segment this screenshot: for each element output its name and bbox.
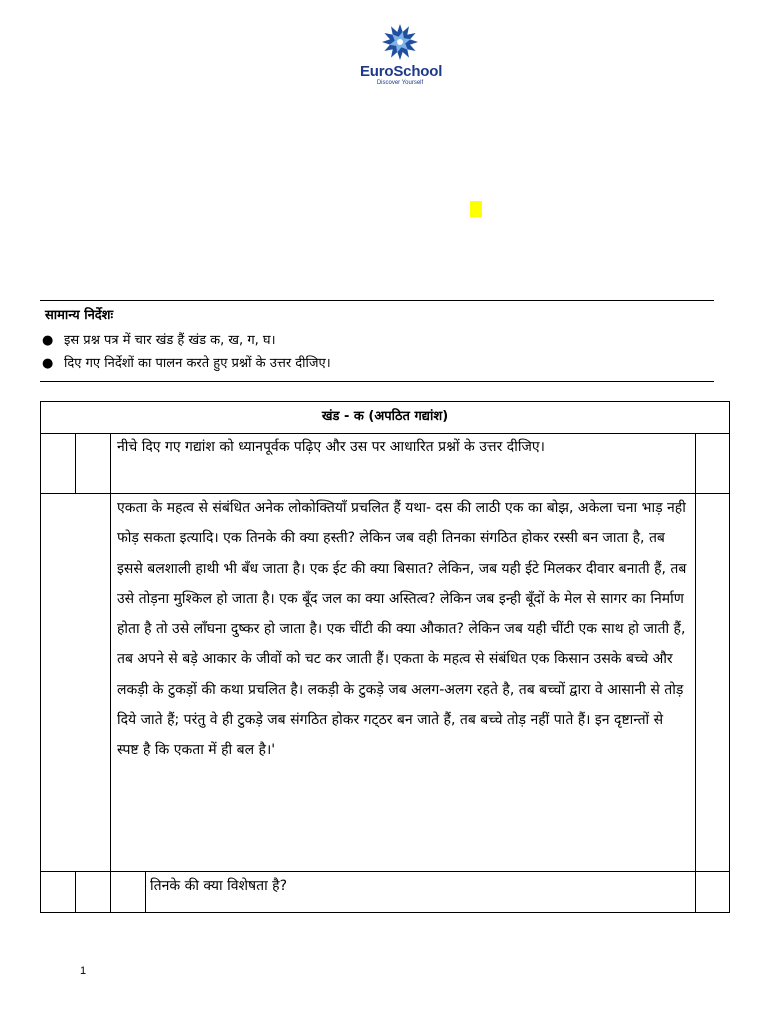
bullet-icon: ● (42, 356, 54, 371)
table-column-divider (110, 433, 111, 493)
table-column-divider (75, 433, 76, 493)
star-flower-icon (377, 22, 423, 62)
table-column-divider (75, 871, 76, 913)
page-number: 1 (80, 965, 87, 977)
school-logo (360, 22, 443, 100)
question-text: तिनके की क्या विशेषता है? (150, 878, 288, 894)
table-column-divider (695, 493, 696, 871)
instructions-title: सामान्य निर्देशः (45, 308, 114, 323)
instruction-text: दिए गए निर्देशों का पालन करते हुए प्रश्नों के उत्तर दीजिए। (64, 356, 331, 371)
table-column-divider (110, 871, 111, 913)
table-column-divider (695, 433, 696, 493)
divider-top (40, 300, 714, 301)
table-column-divider (145, 871, 146, 913)
table-column-divider (695, 871, 696, 913)
brand-tagline: Discover Yourself (376, 80, 424, 86)
section-title: खंड - क (अपठित गद्यांश) (321, 409, 449, 424)
passage-text: एकता के महत्व से संबंधित अनेक लोकोक्तियाँ प्रचलित हैं यथा- दस की लाठी एक का बोझ, अकेला चना भाड़ नही फोड़ सकता इत्यादि। एक तिनके की क्या हस्ती? लेकिन जब वही तिनका संगठित होकर रस्सी बन जाता है, तब इससे बलशाली हाथी भी बँध जाता है। एक ईट की क्या बिसात? लेकिन, जब यही ईटे मिलकर दीवार बनाती हैं, तब उसे तोड़ना मुश्किल हो जाता है। एक बूँद जल का क्या अस्तित्व? लेकिन जब इन्ही बूँदों के मेल से सागर का निर्माण होता है तो उसे लाँघना दुष्कर हो जाता है। एक चींटी की क्या औकात? लेकिन जब यही चींटी एक साथ हो जाती हैं, तब अपने से बड़े आकार के जीवों को चट कर जाती हैं। एकता के महत्व से संबंधित एक किसान उसके बच्चे और लकड़ी के टुकड़ों की कथा प्रचलित है। लकड़ी के टुकड़े जब अलग-अलग रहते है, तब बच्चों द्वारा वे आसानी से तोड़ दिये जाते हैं; परंतु वे ही टुकड़े जब संगठित होकर गट्‌ठर बन जाते हैं, तब बच्चे तोड़ नहीं पाते हैं। इन दृष्टान्तों से स्पष्ट है कि एकता में ही बल है।' (117, 500, 687, 759)
instruction-item (42, 332, 276, 350)
highlight-mark (470, 201, 482, 217)
instruction-text: इस प्रश्न पत्र में चार खंड हैं खंड क, ख, ग, घ। (64, 333, 276, 348)
divider-bottom (40, 381, 714, 382)
table-column-divider (110, 493, 111, 871)
bullet-icon: ● (42, 333, 54, 348)
instruction-item (42, 355, 331, 373)
passage-direction: नीचे दिए गए गद्यांश को ध्यानपूर्वक पढ़िए और उस पर आधारित प्रश्नों के उत्तर दीजिए। (117, 439, 545, 455)
brand-name: EuroSchool (360, 63, 443, 80)
